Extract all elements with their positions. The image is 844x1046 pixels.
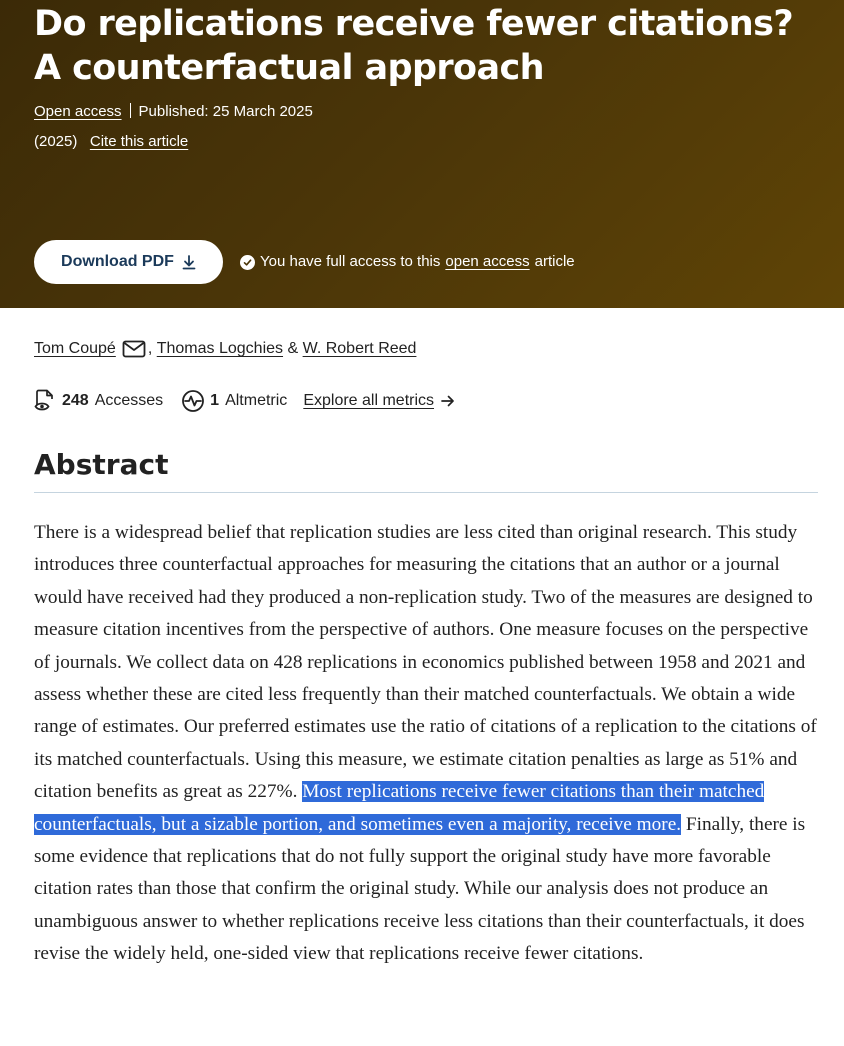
download-pdf-button[interactable]: [34, 240, 223, 284]
article-year: (2025): [34, 133, 78, 150]
author-list: [34, 338, 416, 360]
accesses-icon: [34, 389, 56, 413]
accesses-count: 248: [62, 392, 89, 409]
section-divider: [34, 492, 818, 493]
abstract-text-part2: Finally, there is some evidence that replications that do not fully support the original study have more favorable citation rates than those that confirm the original study. While our analysis does not produce an unambiguous answer to whether replications receive less citations than their counterfactuals, it does revise the widely held, one-sided view that replications receive fewer citations.: [34, 813, 806, 965]
download-pdf-label: Download PDF: [61, 253, 174, 270]
abstract-selected-text: Most replications receive fewer citations than their matched counterfactuals, but a sizable portion, and sometimes even a majority, receive more.: [34, 781, 765, 835]
download-icon: [182, 255, 196, 270]
checkmark-icon: [240, 255, 255, 270]
altmetric-label: Altmetric: [225, 392, 288, 409]
accesses-label: Accesses: [94, 392, 164, 409]
article-metrics: [34, 389, 456, 413]
explore-metrics-link[interactable]: [303, 392, 434, 410]
cite-article-link[interactable]: Cite this article: [89, 133, 189, 150]
altmetric-count: 1: [210, 392, 220, 409]
meta-divider: [130, 103, 131, 118]
access-note: [240, 251, 575, 273]
access-note-suffix: article: [534, 253, 575, 270]
author-tom-coupe[interactable]: Tom Coupé: [34, 340, 116, 357]
open-access-link[interactable]: Open access: [34, 103, 122, 120]
article-citation-line: [34, 131, 188, 153]
open-access-info-link[interactable]: open access: [445, 253, 530, 270]
author-w-robert-reed[interactable]: W. Robert Reed: [302, 340, 417, 357]
article-meta-line: [34, 101, 313, 123]
abstract-text-part1: There is a widespread belief that replication studies are less cited than original research. This study introduces three counterfactual approaches for measuring the citations that an author or a journal would have received had they produced a non-replication study. Two of the measures are designed to measure citation incentives from the perspective of authors. One measure focuses on the perspective of journals. We collect data on 428 replications in economics published between 1958 and 2021 and assess whether these are cited less frequently than their matched counterfactuals. We obtain a wide range of estimates. Our preferred estimates use the ratio of citations of a replication to the citations of its matched counterfactuals. Using this measure, we estimate citation penalties as large as 51% and citation benefits as great as 227%.: [34, 522, 817, 803]
article-title: Do replications receive fewer citations? A counterfactual approach: [34, 4, 794, 88]
published-date: Published: 25 March 2025: [138, 103, 313, 120]
abstract-text: [34, 517, 824, 971]
abstract-heading: Abstract: [34, 448, 169, 481]
article-header: [0, 0, 844, 308]
arrow-right-icon: [440, 394, 456, 408]
explore-metrics-label: Explore all metrics: [303, 392, 435, 409]
author-thomas-logchies[interactable]: Thomas Logchies: [156, 340, 284, 357]
altmetric-icon: [181, 389, 205, 413]
mail-icon[interactable]: [122, 340, 146, 358]
access-note-prefix: You have full access to this: [260, 253, 441, 270]
author-ampersand: &: [287, 340, 299, 357]
author-separator: ,: [147, 340, 153, 357]
